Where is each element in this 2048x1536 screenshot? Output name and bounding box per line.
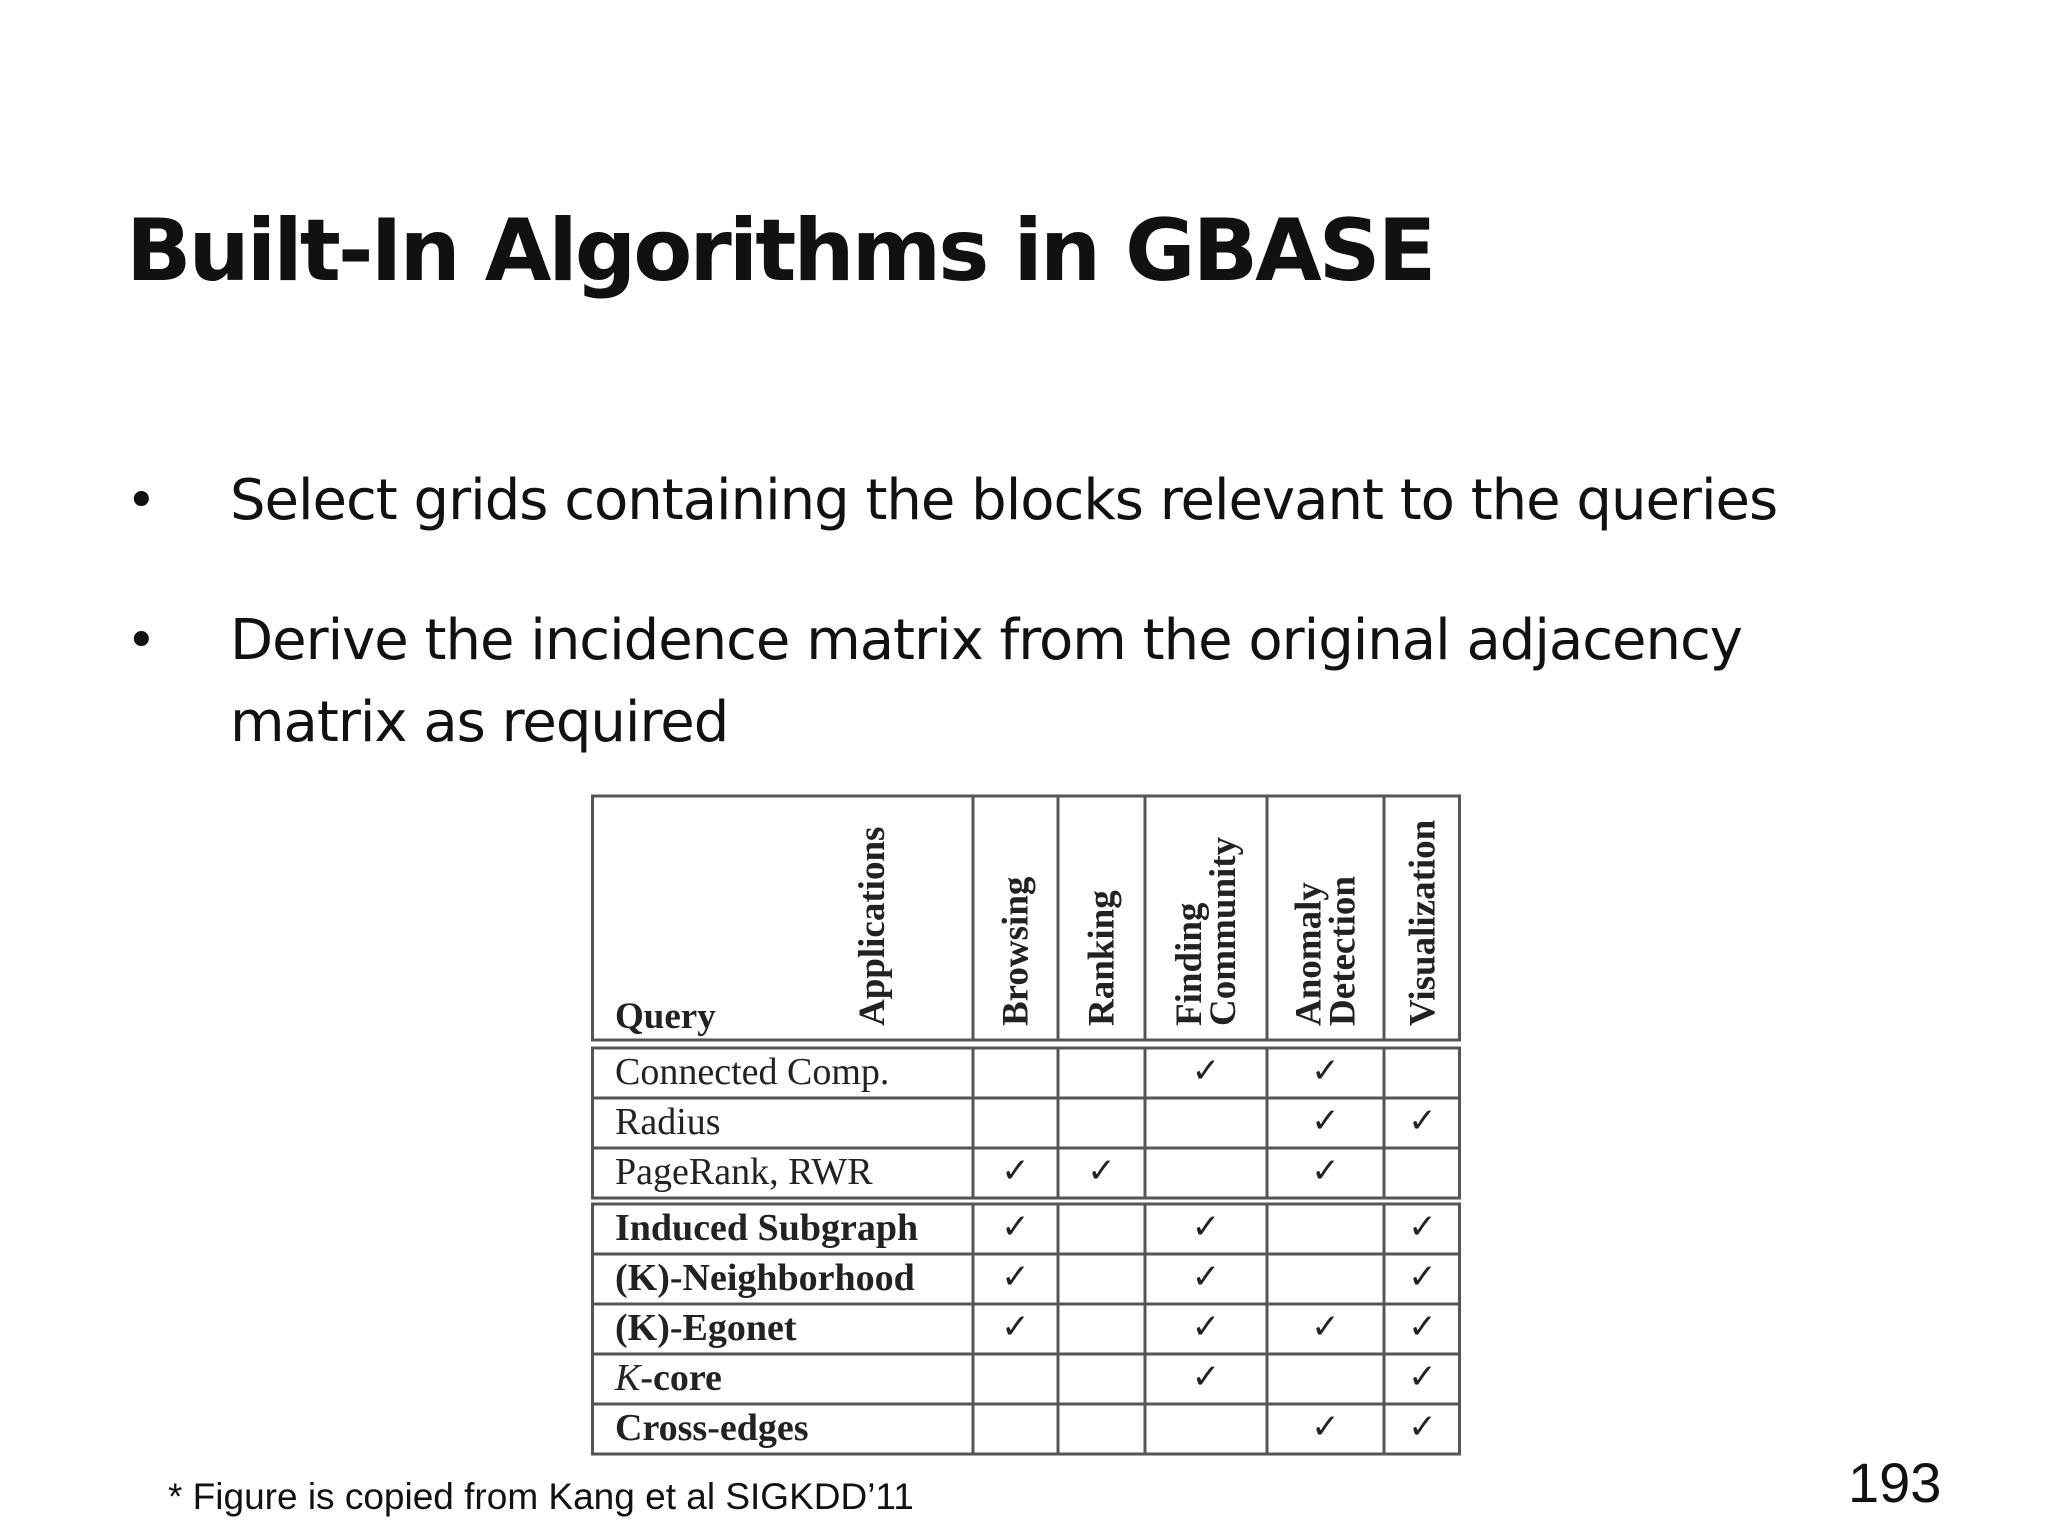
row-label: PageRank, RWR [615, 1151, 873, 1193]
check-mark-icon: ✓ [1408, 1307, 1437, 1347]
check-mark-icon: ✓ [1191, 1357, 1221, 1397]
row-label: K-core [615, 1357, 722, 1399]
row-label: Radius [615, 1101, 721, 1143]
check-mark-icon: ✓ [1001, 1257, 1030, 1297]
column-header-label: Browsing [995, 876, 1037, 1026]
bullet-text: Derive the incidence matrix from the original adjacency matrix as required [230, 608, 1742, 755]
column-header-label: Visualization [1402, 819, 1444, 1026]
column-header-label: Community [1203, 836, 1244, 1026]
corner-query-label: Query [615, 996, 716, 1037]
check-mark-icon: ✓ [1191, 1307, 1221, 1347]
row-label: (K)-Neighborhood [615, 1257, 915, 1299]
gbase-query-application-table [591, 794, 1461, 1462]
slide-title: Built-In Algorithms in GBASE [126, 201, 1434, 301]
bullet-dot-icon: • [126, 611, 156, 671]
bullet-text: Select grids containing the blocks relevant to the queries [230, 468, 1778, 533]
page-number: 193 [1848, 1451, 1942, 1514]
row-label: (K)-Egonet [615, 1307, 797, 1349]
check-mark-icon: ✓ [1311, 1307, 1340, 1347]
column-header-label: Detection [1322, 876, 1364, 1026]
check-mark-icon: ✓ [1408, 1101, 1437, 1141]
check-mark-icon: ✓ [1087, 1151, 1116, 1191]
check-mark-icon: ✓ [1408, 1407, 1437, 1447]
bullet-list [118, 460, 1918, 822]
bullet-item [118, 600, 1918, 764]
bullet-item [118, 460, 1918, 542]
check-mark-icon: ✓ [1001, 1307, 1030, 1347]
check-mark-icon: ✓ [1311, 1151, 1340, 1191]
check-mark-icon: ✓ [1311, 1101, 1340, 1141]
check-mark-icon: ✓ [1001, 1151, 1030, 1191]
check-mark-icon: ✓ [1408, 1257, 1437, 1297]
check-mark-icon: ✓ [1001, 1207, 1030, 1247]
check-mark-icon: ✓ [1311, 1407, 1340, 1447]
check-mark-icon: ✓ [1191, 1257, 1221, 1297]
corner-applications-label: Applications [852, 826, 893, 1026]
bullet-dot-icon: • [126, 471, 156, 531]
check-mark-icon: ✓ [1311, 1051, 1340, 1091]
figure-footnote: * Figure is copied from Kang et al SIGKDD’11 [168, 1476, 914, 1517]
column-header-label: Anomaly [1288, 882, 1330, 1026]
check-mark-icon: ✓ [1408, 1357, 1437, 1397]
check-mark-icon: ✓ [1191, 1051, 1221, 1091]
row-label: Connected Comp. [615, 1051, 890, 1093]
column-header-label: Finding [1169, 902, 1210, 1026]
row-label: Cross-edges [615, 1407, 809, 1449]
check-mark-icon: ✓ [1408, 1207, 1437, 1247]
check-mark-icon: ✓ [1191, 1207, 1221, 1247]
row-label: Induced Subgraph [615, 1207, 919, 1249]
column-header-label: Ranking [1081, 890, 1123, 1026]
table-figure [591, 794, 1461, 1462]
